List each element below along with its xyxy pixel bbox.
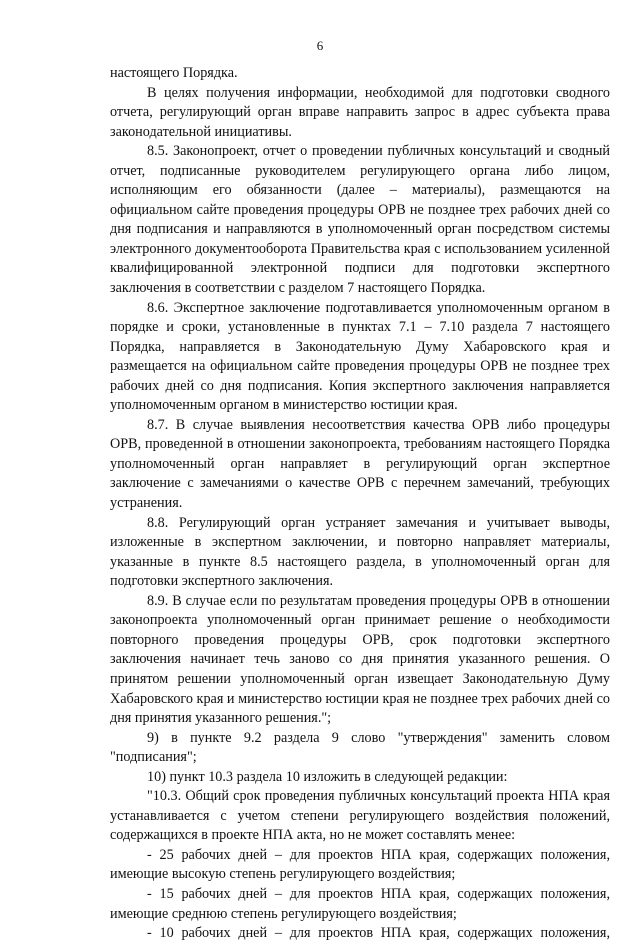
document-body bbox=[110, 64, 610, 944]
paragraph-10-3: "10.3. Общий срок проведения публичных консультаций проекта НПА края устанавливается с учетом степени регулирующего воздействия положений, содержащихся в проекте НПА акта, но не может составлять менее: bbox=[110, 788, 610, 844]
paragraph-item-10: 10) пункт 10.3 раздела 10 изложить в следующей редакции: bbox=[147, 768, 508, 785]
paragraph-8-9: 8.9. В случае если по результатам проведения процедуры ОРВ в отношении законопроекта уполномоченный орган принимает решение о необходимости повторного проведения процедуры ОРВ, срок подготовки экспертного заключения начинает течь заново со дня принятия указанного решения. О принятом решении уполномоченный орган извещает Законодательную Думу Хабаровского края и министерство юстиции края не позднее трех рабочих дней со дня принятия указанного решения."; bbox=[110, 592, 610, 727]
list-item-10-days: - 10 рабочих дней – для проектов НПА края, содержащих положения, bbox=[147, 925, 610, 942]
list-item-15-days: - 15 рабочих дней – для проектов НПА края, содержащих положения, имеющие среднюю степень регулирующего воздействия; bbox=[110, 885, 610, 922]
paragraph-8-6: 8.6. Экспертное заключение подготавливается уполномоченным органом в порядке и сроки, установленные в пунктах 7.1 – 7.10 раздела 7 настоящего Порядка, направляется в Законодательную Думу Хабаровского края и размещается на официальном сайте проведения процедуры ОРВ не позднее трех рабочих дней со дня подписания. Копия экспертного заключения направляется уполномоченным органом в министерство юстиции края. bbox=[110, 299, 610, 414]
list-item-25-days: - 25 рабочих дней – для проектов НПА края, содержащих положения, имеющие высокую степень регулирующего воздействия; bbox=[110, 846, 610, 883]
paragraph-8-7: 8.7. В случае выявления несоответствия качества ОРВ либо процедуры ОРВ, проведенной в отношении законопроекта, требованиям настоящего Порядка уполномоченный орган направляет в регулирующий орган экспертное заключение с замечаниями о качестве ОРВ с перечнем замечаний, требующих устранения. bbox=[110, 416, 610, 512]
paragraph-8-8: 8.8. Регулирующий орган устраняет замечания и учитывает выводы, изложенные в экспертном заключении, и повторно направляет материалы, указанные в пункте 8.5 настоящего раздела, в уполномоченный орган для подготовки экспертного заключения. bbox=[110, 514, 610, 590]
paragraph-item-9: 9) в пункте 9.2 раздела 9 слово "утверждения" заменить словом "подписания"; bbox=[110, 729, 610, 766]
paragraph-request-info: В целях получения информации, необходимой для подготовки сводного отчета, регулирующий орган вправе направить запрос в адрес субъекта права законодательной инициативы. bbox=[110, 84, 610, 140]
page-number: 6 bbox=[316, 38, 324, 53]
paragraph-8-5: 8.5. Законопроект, отчет о проведении публичных консультаций и сводный отчет, подписанные руководителем регулирующего органа либо лицом, исполняющим его обязанности (далее – материалы), размещаются на официальном сайте проведения процедуры ОРВ не позднее трех рабочих дней со дня подписания и направляются в уполномоченный орган посредством системы электронного документооборота Правительства края с использованием усиленной квалифицированной электронной подписи для подготовки экспертного заключения в соответствии с разделом 7 настоящего Порядка. bbox=[110, 143, 610, 297]
paragraph-continuation: настоящего Порядка. bbox=[110, 65, 238, 81]
